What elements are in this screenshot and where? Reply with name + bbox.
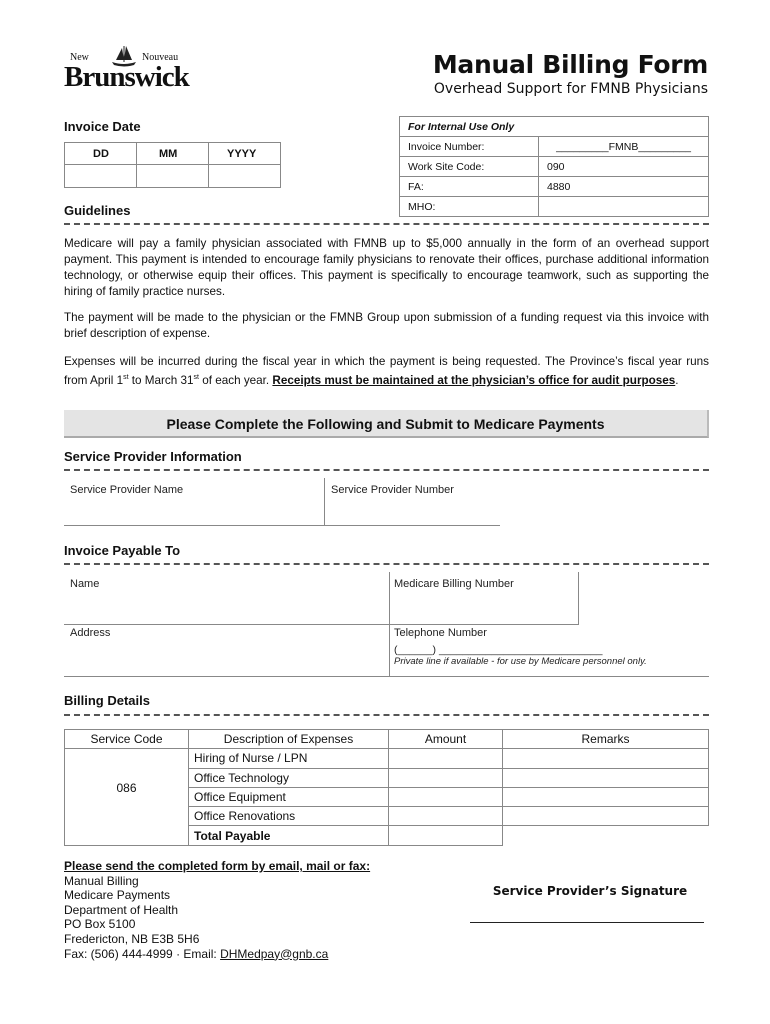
item-technology: Office Technology bbox=[189, 768, 389, 787]
mailing-line: Department of Health bbox=[64, 902, 179, 917]
total-payable-label: Total Payable bbox=[189, 826, 389, 845]
dd-input[interactable] bbox=[65, 165, 137, 188]
telephone-field[interactable] bbox=[389, 625, 709, 677]
mailing-line: Manual Billing bbox=[64, 873, 139, 888]
mailing-info bbox=[64, 859, 370, 961]
medicare-billing-number-field[interactable]: Medicare Billing Number bbox=[389, 572, 579, 625]
col-amount: Amount bbox=[389, 730, 503, 749]
amount-renovations[interactable] bbox=[389, 807, 503, 826]
divider bbox=[64, 714, 709, 716]
nb-logo bbox=[64, 44, 204, 96]
mailing-line: Fredericton, NB E3B 5H6 bbox=[64, 931, 200, 946]
fax-email-line: Fax: (506) 444-4999 · Email: DHMedpay@gnb.ca bbox=[64, 946, 329, 961]
remarks-technology[interactable] bbox=[503, 768, 709, 787]
internal-use-table bbox=[399, 116, 709, 217]
invoice-date-label: Invoice Date bbox=[64, 119, 141, 134]
mm-header: MM bbox=[137, 143, 209, 165]
guidelines-label: Guidelines bbox=[64, 203, 131, 218]
internal-use-heading: For Internal Use Only bbox=[400, 117, 709, 137]
invoice-number-value: _________FMNB_________ bbox=[539, 137, 709, 157]
payee-name-field[interactable]: Name bbox=[64, 572, 389, 625]
mailing-line: Medicare Payments bbox=[64, 888, 171, 903]
yyyy-input[interactable] bbox=[209, 165, 281, 188]
signature-line[interactable] bbox=[470, 922, 704, 923]
email-link[interactable]: DHMedpay@gnb.ca bbox=[220, 946, 329, 961]
guidelines-paragraph-1: Medicare will pay a family physician associated with FMNB up to $5,000 annually in the form of an overhead support payment. This payment is intended to encourage family physicians to renovate their offices, purchase additional information technology, or otherwise equip their offices. This payment is specifically to encourage teamwork, such as supporting the hiring of family practice nurses. bbox=[64, 237, 709, 298]
fa-value: 4880 bbox=[539, 177, 709, 197]
page-title: Manual Billing Form bbox=[432, 50, 708, 79]
divider bbox=[64, 469, 709, 471]
submit-banner: Please Complete the Following and Submit to Medicare Payments bbox=[64, 410, 709, 438]
telephone-note: Private line if available - for use by Medicare personnel only. bbox=[394, 656, 647, 667]
logo-nouveau: Nouveau bbox=[142, 52, 179, 63]
work-site-code-value: 090 bbox=[539, 157, 709, 177]
remarks-equipment[interactable] bbox=[503, 787, 709, 806]
service-provider-name-field[interactable]: Service Provider Name bbox=[64, 478, 324, 526]
col-description: Description of Expenses bbox=[189, 730, 389, 749]
telephone-label: Telephone Number bbox=[394, 627, 487, 639]
dd-header: DD bbox=[65, 143, 137, 165]
logo-brunswick: Brunswick bbox=[64, 61, 189, 93]
mailing-line: PO Box 5100 bbox=[64, 917, 136, 932]
billing-table bbox=[64, 729, 709, 846]
mho-label: MHO: bbox=[400, 197, 539, 217]
item-hiring: Hiring of Nurse / LPN bbox=[189, 749, 389, 768]
mho-value bbox=[539, 197, 709, 217]
signature-label: Service Provider’s Signature bbox=[492, 884, 688, 898]
work-site-code-label: Work Site Code: bbox=[400, 157, 539, 177]
guidelines-paragraph-3: Expenses will be incurred during the fiscal year in which the payment is being requested. The Province’s fiscal year runs from April 1st to March 31st of each year. Receipts must be maintained at the physician’s office for audit purposes. bbox=[64, 355, 709, 387]
address-field[interactable]: Address bbox=[64, 625, 389, 677]
service-provider-label: Service Provider Information bbox=[64, 449, 242, 464]
page-subtitle: Overhead Support for FMNB Physicians bbox=[433, 81, 708, 97]
col-service-code: Service Code bbox=[65, 730, 189, 749]
remarks-renovations[interactable] bbox=[503, 807, 709, 826]
amount-equipment[interactable] bbox=[389, 787, 503, 806]
invoice-date-table bbox=[64, 142, 281, 188]
total-payable-amount[interactable] bbox=[389, 826, 503, 845]
yyyy-header: YYYY bbox=[209, 143, 281, 165]
logo-new: New bbox=[70, 52, 89, 63]
mm-input[interactable] bbox=[137, 165, 209, 188]
amount-technology[interactable] bbox=[389, 768, 503, 787]
invoice-payable-label: Invoice Payable To bbox=[64, 543, 181, 558]
item-renovations: Office Renovations bbox=[189, 807, 389, 826]
receipts-notice: Receipts must be maintained at the physician’s office for audit purposes bbox=[272, 373, 676, 387]
invoice-number-label: Invoice Number: bbox=[400, 137, 539, 157]
service-code-value: 086 bbox=[65, 749, 189, 826]
guidelines-paragraph-2: The payment will be made to the physician or the FMNB Group upon submission of a funding request via this invoice with brief description of expense. bbox=[64, 311, 709, 340]
mailing-heading: Please send the completed form by email, mail or fax: bbox=[64, 859, 371, 873]
service-provider-number-field[interactable]: Service Provider Number bbox=[324, 478, 500, 526]
remarks-hiring[interactable] bbox=[503, 749, 709, 768]
billing-details-label: Billing Details bbox=[64, 693, 150, 708]
telephone-blank: (______) ____________________________ bbox=[394, 644, 603, 656]
col-remarks: Remarks bbox=[503, 730, 709, 749]
divider bbox=[64, 563, 709, 565]
item-equipment: Office Equipment bbox=[189, 787, 389, 806]
divider bbox=[64, 223, 709, 225]
amount-hiring[interactable] bbox=[389, 749, 503, 768]
fa-label: FA: bbox=[400, 177, 539, 197]
